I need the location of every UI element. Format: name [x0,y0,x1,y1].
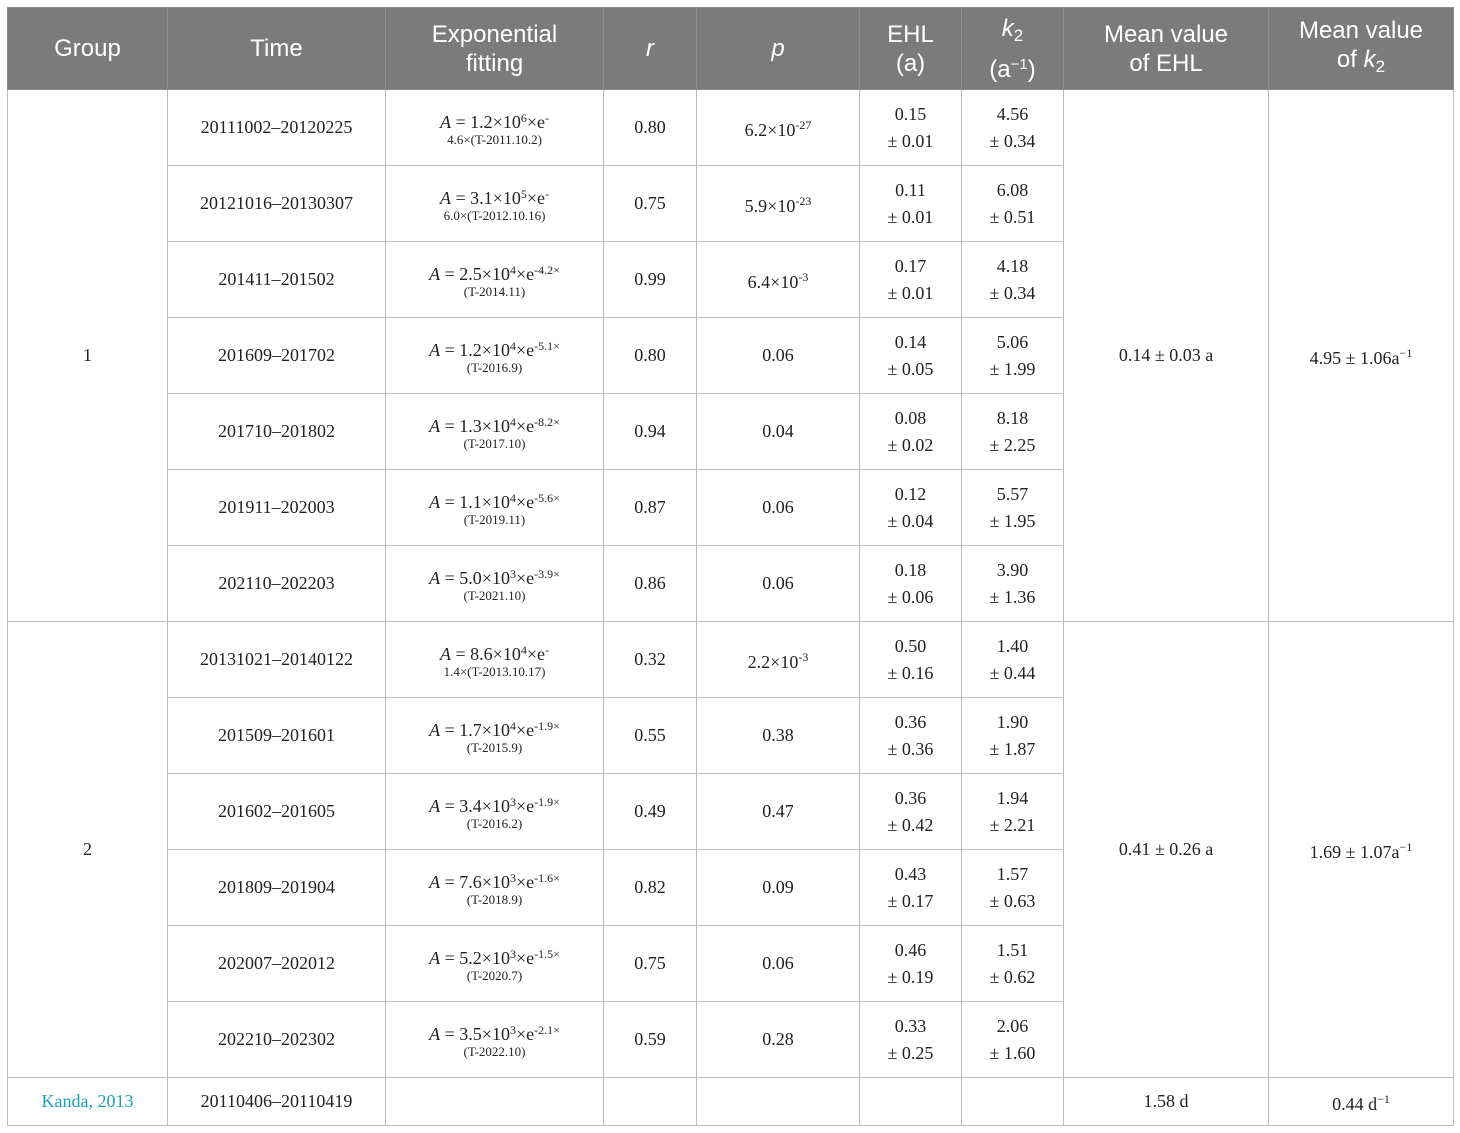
k2-error: ± 1.60 [989,1042,1036,1063]
ehl-value: 0.33 [894,1015,927,1036]
r-cell: 0.55 [604,698,697,774]
p-value: 0.47 [762,801,794,821]
r-cell [604,1078,697,1126]
fit-power: 5 [520,186,527,201]
fit-tail: (T-2019.11) [463,511,526,527]
fit-exp: ×e [515,871,535,892]
fit-cell [386,1002,604,1078]
fit-exp-sup: -1.5× [534,946,560,961]
header-ehl: EHL (a) [860,8,962,90]
fit-tail: 4.6×(T-2011.10.2) [447,131,542,147]
fit-tail: (T-2015.9) [466,739,523,755]
fit-symbol: A [429,567,441,588]
fit-cell [386,1078,604,1126]
k2-cell [962,90,1064,166]
header-p: p [697,8,860,90]
ehl-cell [860,698,962,774]
group-label: 2 [8,622,168,1078]
ehl-error: ± 0.19 [887,966,934,987]
time-cell: 20111002–20120225 [168,90,386,166]
fit-tail: (T-2017.10) [463,435,526,451]
fit-symbol: A [440,111,452,132]
fit-coefficient: = 8.6×10 [451,643,521,664]
ehl-value: 0.17 [894,255,927,276]
fit-exp: ×e [515,947,535,968]
mean-k2-value: 4.95 ± 1.06a [1309,347,1400,368]
ehl-cell [860,394,962,470]
fit-main [440,112,549,132]
p-value: 0.09 [762,877,794,897]
table-body [8,90,1454,1126]
time-cell: 20110406–20110419 [168,1078,386,1126]
k2-error: ± 1.99 [989,358,1036,379]
time-cell: 201609–201702 [168,318,386,394]
fit-main [429,720,560,740]
fit-symbol: A [429,1023,441,1044]
header-mean-ehl: Mean value of EHL [1064,8,1269,90]
group-label: 1 [8,90,168,622]
fit-coefficient: = 1.1×10 [440,491,510,512]
header-r: r [604,8,697,90]
time-cell: 201509–201601 [168,698,386,774]
time-cell: 201602–201605 [168,774,386,850]
fit-power: 4 [509,490,516,505]
fit-symbol: A [429,795,441,816]
fit-tail: (T-2016.9) [466,359,523,375]
fit-coefficient: = 5.0×10 [440,567,510,588]
k2-cell [962,242,1064,318]
fit-cell [386,242,604,318]
p-exponent: -27 [795,117,812,132]
p-value: 6.2×10 [744,119,796,140]
fit-power: 4 [509,718,516,733]
fit-tail: (T-2022.10) [463,1043,526,1059]
time-cell: 202007–202012 [168,926,386,1002]
k2-error: ± 2.25 [989,434,1036,455]
k2-value: 1.90 [996,711,1029,732]
k2-value: 6.08 [996,179,1029,200]
p-cell [697,90,860,166]
r-cell: 0.75 [604,926,697,1002]
p-cell [697,850,860,926]
fit-main [429,796,560,816]
fit-cell [386,850,604,926]
p-cell [697,546,860,622]
p-value: 0.06 [762,573,794,593]
fit-symbol: A [440,187,452,208]
k2-value: 3.90 [996,559,1029,580]
reference-row [8,1078,1454,1126]
mean-k2-value: 0.44 d [1332,1093,1378,1114]
k2-value: 5.57 [996,483,1029,504]
fit-formula [386,792,603,832]
fit-tail: (T-2014.11) [463,283,526,299]
fit-exp-sup: -8.2× [534,414,560,429]
fit-exp: ×e [515,795,535,816]
fit-exp: ×e [515,491,535,512]
mean-ehl-cell: 1.58 d [1064,1078,1269,1126]
ehl-cell [860,774,962,850]
fit-tail: (T-2020.7) [466,967,523,983]
fit-formula [386,868,603,908]
mean-ehl-cell: 0.41 ± 0.26 a [1064,622,1269,1078]
k2-error: ± 0.51 [989,206,1036,227]
fit-exp-sup: -5.1× [534,338,560,353]
fit-symbol: A [429,871,441,892]
fit-cell [386,394,604,470]
ehl-cell [860,926,962,1002]
r-cell: 0.32 [604,622,697,698]
table-row [8,622,1454,698]
ehl-cell [860,1078,962,1126]
fit-symbol: A [429,263,441,284]
mean-k2-cell [1269,90,1454,622]
fit-formula [386,336,603,376]
k2-error: ± 0.34 [989,282,1036,303]
p-cell [697,394,860,470]
k2-value: 4.18 [996,255,1029,276]
fit-coefficient: = 1.3×10 [440,415,510,436]
fit-cell [386,546,604,622]
fit-coefficient: = 3.1×10 [451,187,521,208]
fit-symbol: A [429,339,441,360]
header-exponential-fitting: Exponential fitting [386,8,604,90]
fit-cell [386,698,604,774]
fit-exp: ×e [515,263,535,284]
header-mean-k2: Mean value of $k_2$ [1269,8,1454,90]
header-row [8,8,1454,90]
k2-cell [962,470,1064,546]
ehl-error: ± 0.06 [887,586,934,607]
p-exponent: -3 [798,269,809,284]
fit-power: 4 [509,414,516,429]
header-k2: $k_2$ $(a^{-1})$ [962,8,1064,90]
ehl-cell [860,90,962,166]
p-cell [697,166,860,242]
k2-error: ± 0.44 [989,662,1036,683]
fit-power: 4 [509,338,516,353]
fit-power: 3 [509,566,516,581]
fit-exp-sup: -3.9× [534,566,560,581]
fit-exp: ×e [515,1023,535,1044]
fit-power: 4 [520,642,527,657]
p-value: 0.06 [762,953,794,973]
header-time: Time [168,8,386,90]
p-cell [697,622,860,698]
k2-cell [962,1078,1064,1126]
ehl-cell [860,470,962,546]
ehl-error: ± 0.17 [887,890,934,911]
mean-k2-value: 1.69 ± 1.07a [1309,841,1400,862]
k2-cell [962,774,1064,850]
fit-main [440,644,549,664]
ehl-error: ± 0.36 [887,738,934,759]
k2-cell [962,1002,1064,1078]
fit-coefficient: = 1.2×10 [451,111,521,132]
ehl-cell [860,850,962,926]
fit-tail: (T-2016.2) [466,815,523,831]
k2-value: 1.51 [996,939,1029,960]
mean-k2-unit-sup: −1 [1399,839,1413,854]
k2-cell [962,394,1064,470]
fit-exp: ×e [526,111,545,132]
ehl-value: 0.36 [894,711,927,732]
k2-cell [962,926,1064,1002]
k2-cell [962,698,1064,774]
r-cell: 0.87 [604,470,697,546]
fit-power: 3 [509,946,516,961]
p-cell [697,242,860,318]
fit-power: 3 [509,1022,516,1037]
r-cell: 0.80 [604,90,697,166]
time-cell: 20131021–20140122 [168,622,386,698]
ehl-value: 0.18 [894,559,927,580]
k2-cell [962,166,1064,242]
fit-formula [386,640,603,680]
r-cell: 0.59 [604,1002,697,1078]
fit-exp: ×e [515,339,535,360]
p-cell [697,470,860,546]
ehl-value: 0.11 [895,179,926,200]
fit-cell [386,774,604,850]
fit-formula [386,716,603,756]
fit-formula [386,184,603,224]
ehl-error: ± 0.02 [887,434,934,455]
fit-exp: ×e [526,187,545,208]
fit-symbol: A [429,719,441,740]
k2-value: 5.06 [996,331,1029,352]
p-value: 0.28 [762,1029,794,1049]
k2-error: ± 1.95 [989,510,1036,531]
r-cell: 0.80 [604,318,697,394]
fit-main [429,416,560,436]
fit-exp-sup: -2.1× [534,1022,560,1037]
fit-coefficient: = 7.6×10 [440,871,510,892]
fit-main [429,948,560,968]
fit-main [429,568,560,588]
fit-cell [386,166,604,242]
ehl-value: 0.50 [894,635,927,656]
ehl-value: 0.36 [894,787,927,808]
p-cell [697,774,860,850]
k2-error: ± 2.21 [989,814,1036,835]
k2-error: ± 1.87 [989,738,1036,759]
ehl-value: 0.46 [894,939,927,960]
k2-error: ± 0.34 [989,130,1036,151]
fit-exp-sup: -1.9× [534,794,560,809]
fit-formula [386,260,603,300]
fit-cell [386,90,604,166]
ehl-error: ± 0.01 [887,130,934,151]
mean-k2-unit-sup: −1 [1399,345,1413,360]
fit-cell [386,926,604,1002]
reference-cell [8,1078,168,1126]
fit-formula [386,412,603,452]
fit-formula [386,1020,603,1060]
fit-formula [386,108,603,148]
fit-coefficient: = 1.7×10 [440,719,510,740]
fit-power: 3 [509,870,516,885]
p-cell [697,698,860,774]
fit-coefficient: = 3.4×10 [440,795,510,816]
k2-cell [962,318,1064,394]
ehl-cell [860,622,962,698]
k2-value: 2.06 [996,1015,1029,1036]
fit-symbol: A [440,643,452,664]
p-value: 2.2×10 [747,651,799,672]
k2-value: 1.94 [996,787,1029,808]
ehl-cell [860,1002,962,1078]
fit-exp: ×e [515,415,535,436]
k2-cell [962,850,1064,926]
fit-coefficient: = 5.2×10 [440,947,510,968]
ehl-value: 0.15 [894,103,927,124]
ehl-value: 0.12 [894,483,927,504]
p-value: 0.06 [762,345,794,365]
p-cell [697,1002,860,1078]
r-cell: 0.86 [604,546,697,622]
header-group: Group [8,8,168,90]
p-value: 0.38 [762,725,794,745]
p-value: 0.04 [762,421,794,441]
time-cell: 202110–202203 [168,546,386,622]
fit-symbol: A [429,947,441,968]
fit-coefficient: = 2.5×10 [440,263,510,284]
results-table [7,7,1454,1126]
r-cell: 0.94 [604,394,697,470]
ehl-error: ± 0.05 [887,358,934,379]
ehl-error: ± 0.01 [887,282,934,303]
ehl-value: 0.14 [894,331,927,352]
k2-value: 4.56 [996,103,1029,124]
fit-cell [386,622,604,698]
fit-exp-sup: - [544,642,549,657]
fit-main [440,188,549,208]
r-cell: 0.82 [604,850,697,926]
fit-exp: ×e [515,719,535,740]
fit-main [429,492,560,512]
fit-tail: 1.4×(T-2013.10.17) [443,663,546,679]
p-cell [697,1078,860,1126]
k2-cell [962,622,1064,698]
ehl-cell [860,166,962,242]
time-cell: 201710–201802 [168,394,386,470]
fit-formula [386,488,603,528]
time-cell: 202210–202302 [168,1002,386,1078]
fit-exp: ×e [515,567,535,588]
reference-link[interactable]: Kanda, 2013 [41,1091,134,1111]
mean-k2-cell [1269,622,1454,1078]
ehl-error: ± 0.16 [887,662,934,683]
time-cell: 201809–201904 [168,850,386,926]
ehl-cell [860,242,962,318]
p-cell [697,926,860,1002]
time-cell: 201911–202003 [168,470,386,546]
k2-error: ± 0.62 [989,966,1036,987]
mean-ehl-cell: 0.14 ± 0.03 a [1064,90,1269,622]
fit-main [429,1024,560,1044]
fit-symbol: A [429,415,441,436]
fit-exp-sup: -1.9× [534,718,560,733]
fit-tail: (T-2021.10) [463,587,526,603]
fit-formula [386,944,603,984]
k2-value: 1.57 [996,863,1029,884]
r-cell: 0.99 [604,242,697,318]
fit-exp-sup: - [544,110,549,125]
mean-k2-unit-sup: −1 [1377,1091,1390,1106]
p-cell [697,318,860,394]
p-value: 5.9×10 [744,195,796,216]
k2-value: 1.40 [996,635,1029,656]
table-row [8,90,1454,166]
p-exponent: -3 [798,649,809,664]
ehl-error: ± 0.42 [887,814,934,835]
fit-coefficient: = 1.2×10 [440,339,510,360]
fit-tail: (T-2018.9) [466,891,523,907]
fit-exp-sup: - [544,186,549,201]
fit-cell [386,318,604,394]
p-value: 6.4×10 [747,271,799,292]
fit-power: 3 [509,794,516,809]
fit-main [429,264,560,284]
fit-main [429,872,560,892]
r-cell: 0.49 [604,774,697,850]
ehl-value: 0.43 [894,863,927,884]
fit-exp-sup: -5.6× [534,490,560,505]
ehl-error: ± 0.01 [887,206,934,227]
fit-tail: 6.0×(T-2012.10.16) [443,207,546,223]
p-value: 0.06 [762,497,794,517]
k2-value: 8.18 [996,407,1029,428]
p-exponent: -23 [795,193,812,208]
fit-exp-sup: -4.2× [534,262,560,277]
ehl-error: ± 0.04 [887,510,934,531]
fit-power: 6 [520,110,527,125]
ehl-error: ± 0.25 [887,1042,934,1063]
k2-error: ± 1.36 [989,586,1036,607]
k2-cell [962,546,1064,622]
table-header [8,8,1454,90]
ehl-value: 0.08 [894,407,927,428]
fit-exp: ×e [526,643,545,664]
fit-coefficient: = 3.5×10 [440,1023,510,1044]
ehl-cell [860,546,962,622]
mean-k2-cell [1269,1078,1454,1126]
fit-formula [386,564,603,604]
ehl-cell [860,318,962,394]
r-cell: 0.75 [604,166,697,242]
time-cell: 20121016–20130307 [168,166,386,242]
k2-error: ± 0.63 [989,890,1036,911]
fit-symbol: A [429,491,441,512]
fit-exp-sup: -1.6× [534,870,560,885]
fit-main [429,340,560,360]
fit-power: 4 [509,262,516,277]
time-cell: 201411–201502 [168,242,386,318]
fit-cell [386,470,604,546]
